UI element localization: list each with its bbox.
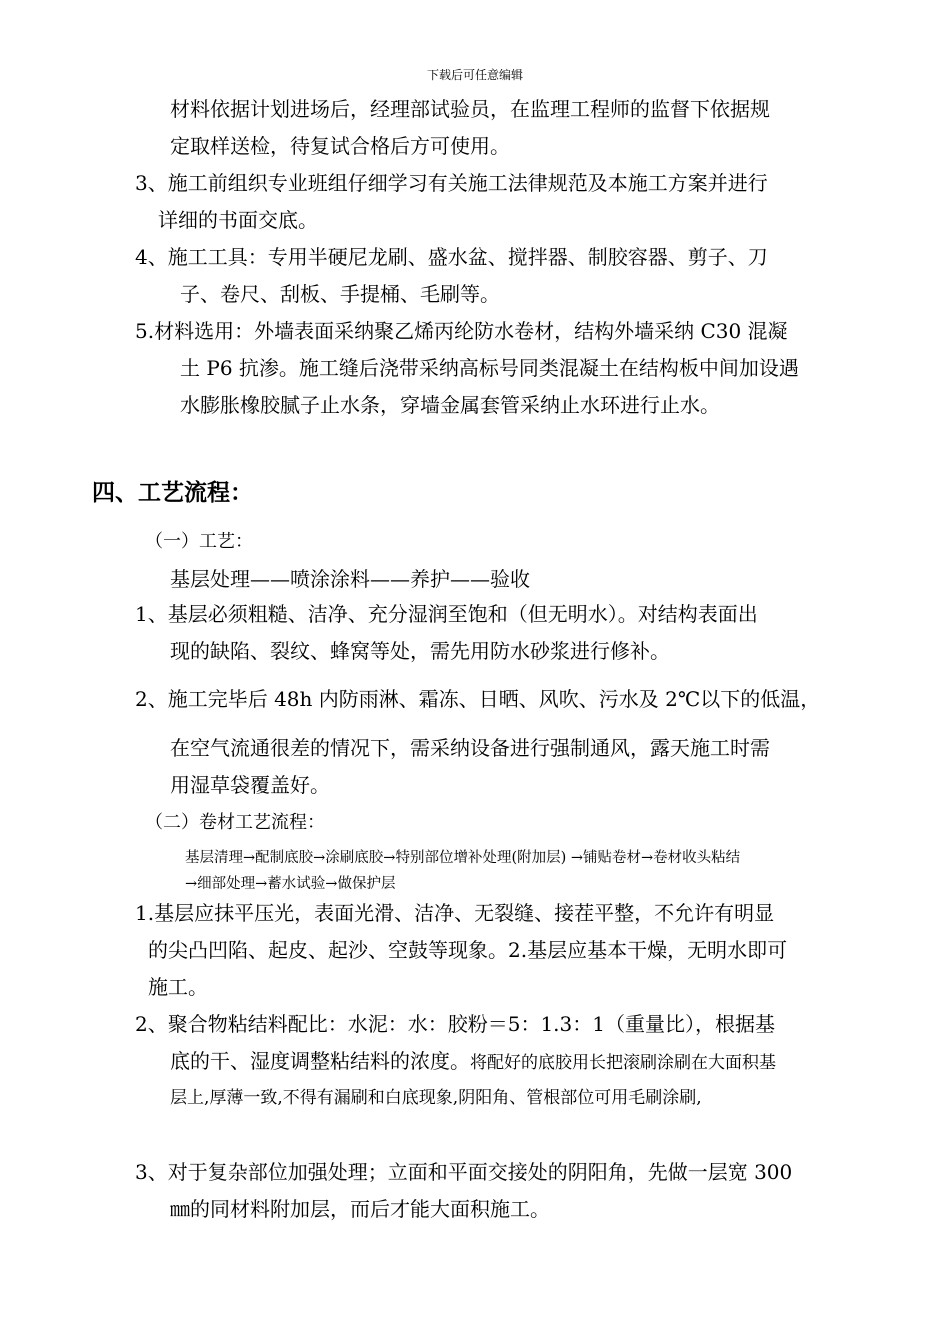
section-heading: 四、工艺流程：	[92, 480, 253, 506]
roll-item-1-line: 施工。	[148, 975, 208, 999]
process-flow-line: 基层处理——喷涂涂料——养护——验收	[170, 567, 530, 591]
item-5-line: 5.材料选用：外墙表面采纳聚乙烯丙纶防水卷材，结构外墙采纳 C30 混凝	[135, 319, 788, 343]
item-3-line: 3、施工前组织专业班组仔细学习有关施工法律规范及本施工方案并进行	[135, 171, 768, 195]
step-2-line: 在空气流通很差的情况下，需采纳设备进行强制通风，露天施工时需	[170, 736, 770, 760]
roll-item-2-line: 2、聚合物粘结料配比：水泥：水：胶粉＝5：1.3：1（重量比），根据基	[135, 1012, 775, 1036]
paragraph-line: 定取样送检，待复试合格后方可使用。	[170, 134, 510, 158]
roll-item-3-line: ㎜的同材料附加层，而后才能大面积施工。	[170, 1197, 550, 1221]
roll-item-2-line: 层上,厚薄一致,不得有漏刷和白底现象,阴阳角、管根部位可用毛刷涂刷,	[170, 1088, 702, 1108]
subsection-label: （二）卷材工艺流程：	[145, 812, 325, 833]
step-1-line: 现的缺陷、裂纹、蜂窝等处，需先用防水砂浆进行修补。	[170, 639, 670, 663]
item-5-line: 水膨胀橡胶腻子止水条，穿墙金属套管采纳止水环进行止水。	[180, 393, 720, 417]
step-2-line: 用湿草袋覆盖好。	[170, 773, 330, 797]
roll-item-3-line: 3、对于复杂部位加强处理；立面和平面交接处的阴阳角，先做一层宽 300	[135, 1160, 793, 1184]
roll-item-1-line: 的尖凸凹陷、起皮、起沙、空鼓等现象。2.基层应基本干燥，无明水即可	[148, 938, 788, 962]
subsection-label: （一）工艺：	[145, 531, 253, 552]
step-1-line: 1、基层必须粗糙、洁净、充分湿润至饱和（但无明水）。对结构表面出	[135, 602, 758, 626]
roll-item-1-line: 1.基层应抹平压光，表面光滑、洁净、无裂缝、接茬平整，不允许有明显	[135, 901, 775, 925]
roll-flow-line: 基层清理→配制底胶→涂刷底胶→特别部位增补处理(附加层) →铺贴卷材→卷材收头粘结	[185, 850, 741, 866]
roll-item-2-text: 底的干、湿度调整粘结料的浓度。	[170, 1049, 470, 1073]
item-4-line: 子、卷尺、刮板、手提桶、毛刷等。	[180, 282, 500, 306]
item-5-line: 土 P6 抗渗。施工缝后浇带采纳高标号同类混凝土在结构板中间加设遇	[180, 356, 799, 380]
item-4-line: 4、施工工具：专用半硬尼龙刷、盛水盆、搅拌器、制胶容器、剪子、刀	[135, 245, 768, 269]
page-header: 下载后可任意编辑	[426, 68, 523, 82]
roll-item-2-text: 将配好的底胶用长把滚刷涂刷在大面积基	[470, 1053, 776, 1073]
paragraph-line: 材料依据计划进场后，经理部试验员，在监理工程师的监督下依据规	[170, 97, 770, 121]
step-2-line: 2、施工完毕后 48h 内防雨淋、霜冻、日晒、风吹、污水及 2℃以下的低温，	[135, 687, 821, 711]
roll-flow-line: →细部处理→蓄水试验→做保护层	[185, 876, 396, 892]
roll-item-2-line	[170, 1049, 776, 1075]
item-3-line: 详细的书面交底。	[158, 208, 318, 232]
